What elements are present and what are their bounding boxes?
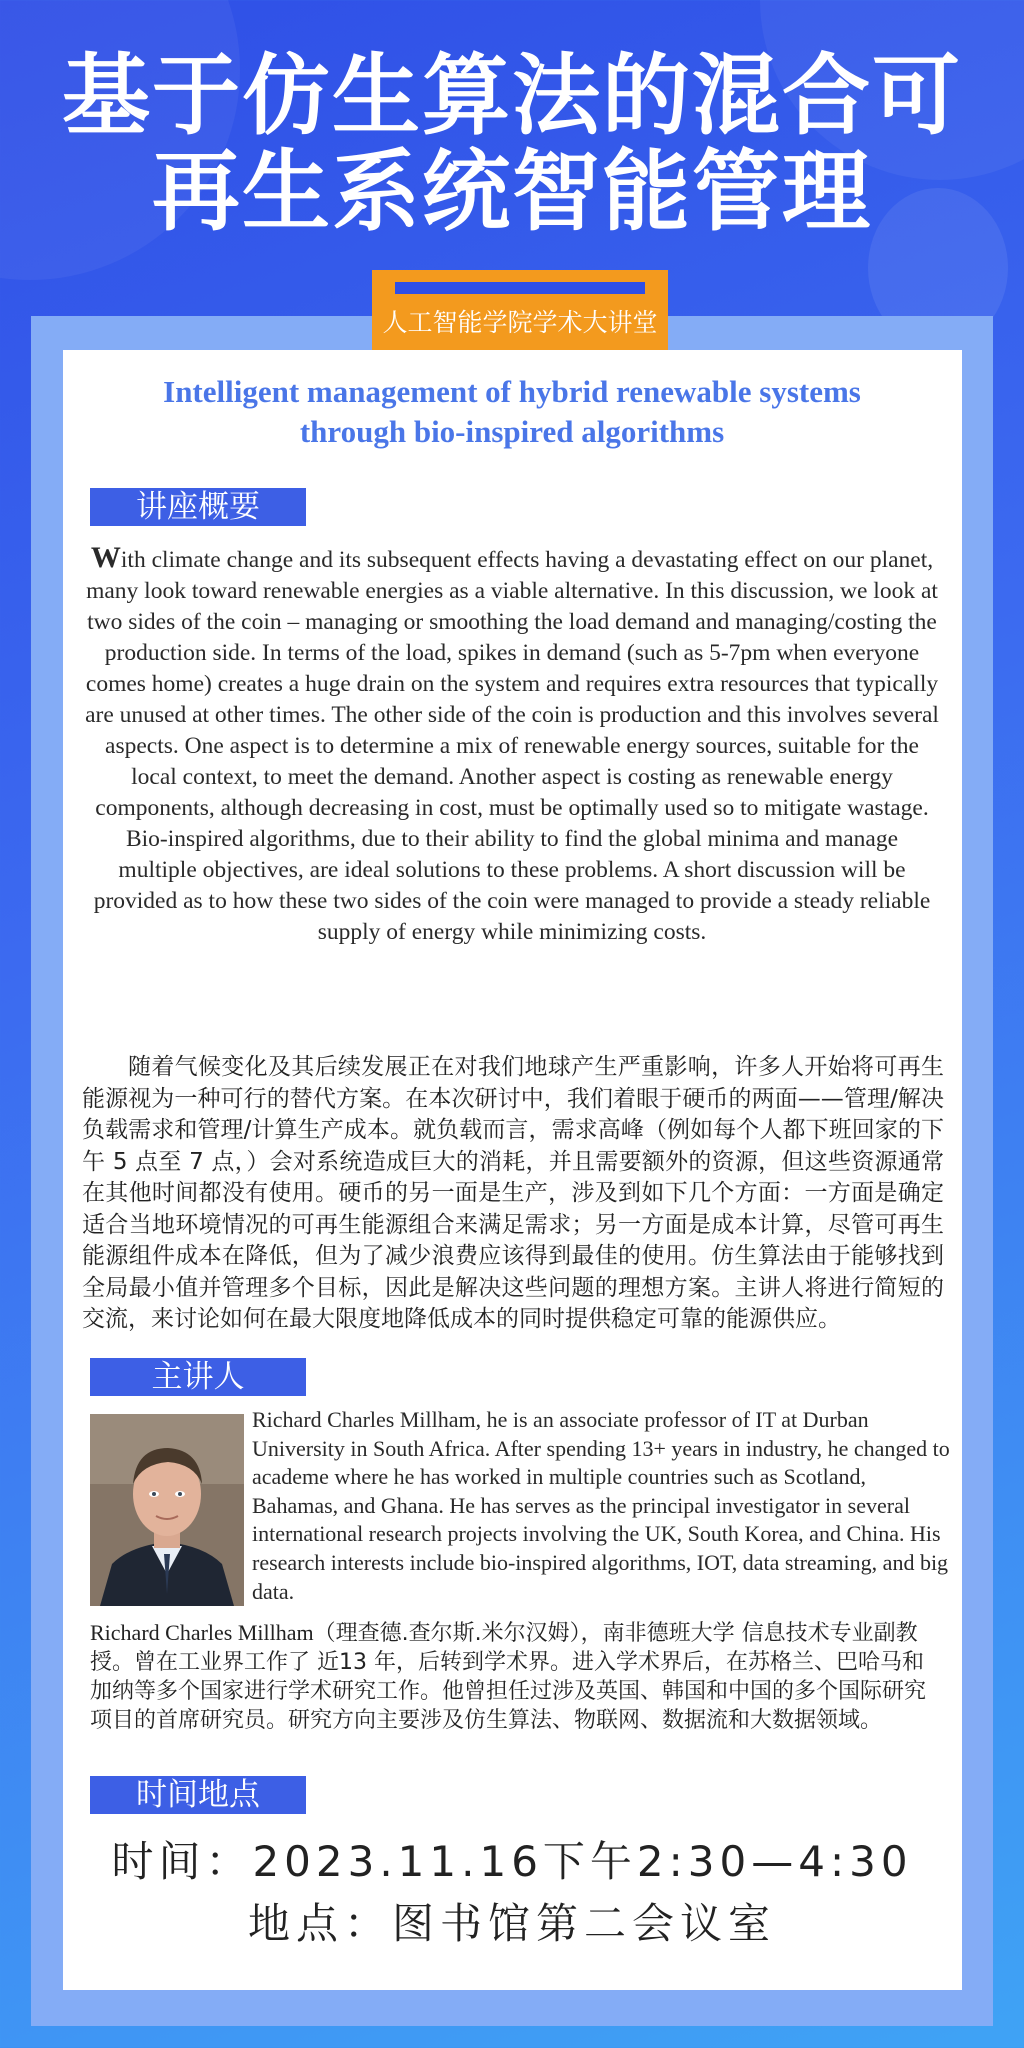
section-label-speaker: 主讲人	[90, 1358, 306, 1396]
section-label-time-place: 时间地点	[90, 1776, 306, 1814]
series-badge-text: 人工智能学院学术大讲堂	[382, 308, 658, 337]
poster-title	[0, 44, 1024, 243]
section-label-abstract: 讲座概要	[90, 488, 306, 526]
speaker-bio-english: Richard Charles Millham, he is an associate professor of IT at Durban University in South Africa. After spending 13+ years in industry, he changed to academe where he has worked in multiple countries such as Scotland, Bahamas, and Ghana. He has serves as the principal investigator in several international research projects involving the UK, South Korea, and China. His research interests include bio-inspired algorithms, IOT, data streaming, and big data.	[252, 1407, 950, 1604]
abstract-english	[84, 542, 940, 948]
speaker-name-english: Richard Charles Millham	[90, 1620, 314, 1645]
english-title-line2: through bio-inspired algorithms	[299, 414, 725, 449]
abstract-chinese: 随着气候变化及其后续发展正在对我们地球产生严重影响，许多人开始将可再生能源视为一种可行的替代方案。在本次研讨中，我们着眼于硬币的两面——管理/解决负载需求和管理/计算生产成本。就负载而言，需求高峰（例如每个人都下班回家的下午 5 点至 7 点，）会对系统造成巨大的消耗，并且需要额外的资源，但这些资源通常在其他时间都没有使用。硬币的另一面是生产，涉及到如下几个方面：一方面是确定适合当地环境情况的可再生能源组合来满足需求；另一方面是成本计算，尽管可再生能源组件成本在降低，但为了减少浪费应该得到最佳的使用。仿生算法由于能够找到全局最小值并管理多个目标，因此是解决这些问题的理想方案。主讲人将进行简短的交流，来讨论如何在最大限度地降低成本的同时提供稳定可靠的能源供应。	[82, 1054, 944, 1332]
speaker-bio-chinese	[90, 1618, 944, 1735]
speaker-photo	[90, 1414, 244, 1606]
speaker-portrait-illustration	[90, 1414, 244, 1606]
abstract-dropcap: W	[90, 541, 121, 574]
poster-title-line1: 基于仿生算法的混合可	[61, 44, 962, 147]
abstract-english-text: ith climate change and its subsequent effects having a devastating effect on our planet, many look toward renewable energies as a viable alternative. In this discussion, we look at two sides of the coin – managing or smoothing the load demand and managing/costing the production side. In terms of the load, spikes in demand (such as 5-7pm when everyone comes home) creates a huge drain on the system and requires extra resources that typically are unused at other times. The other side of the coin is production and this involves several aspects. One aspect is to determine a mix of renewable energy sources, suitable for the local context, to meet the demand. Another aspect is costing as renewable energy components, although decreasing in cost, must be optimally used so to mitigate wastage. Bio-inspired algorithms, due to their ability to find the global minima and manage multiple objectives, are ideal solutions to these problems. A short discussion will be provided as to how these two sides of the coin were managed to provide a steady reliable supply of energy while minimizing costs.	[85, 547, 939, 945]
speaker-bio-chinese-text: （理查德.查尔斯.米尔汉姆），南非德班大学 信息技术专业副教授。曾在工业界工作了 近13 年，后转到学术界。进入学术界后，在苏格兰、巴哈马和加纳等多个国家进行学术研究工作。他曾担任过涉及英国、韩国和中国的多个国际研究项目的首席研究员。研究方向主要涉及仿生算法、物联网、数据流和大数据领域。	[90, 1621, 927, 1733]
event-time: 时间：2023.11.16下午2:30—4:30	[111, 1837, 913, 1886]
poster-title-line2: 再生系统智能管理	[151, 140, 872, 243]
series-badge-bar	[395, 282, 645, 294]
english-title-line1: Intelligent management of hybrid renewable systems	[163, 374, 861, 409]
english-title	[80, 372, 944, 452]
event-place: 地点：图书馆第二会议室	[247, 1899, 776, 1948]
